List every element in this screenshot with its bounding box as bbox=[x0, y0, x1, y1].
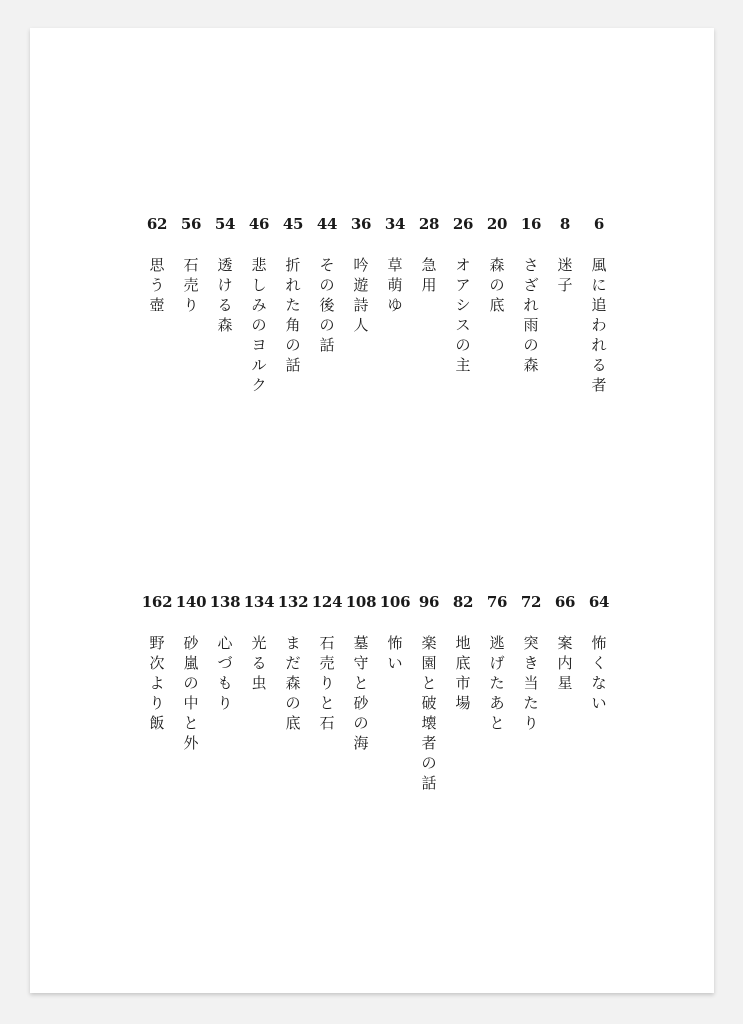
toc-title: 砂 嵐 の 中 と 外 bbox=[183, 634, 199, 752]
toc-title: 折 れ た 角 の 話 bbox=[285, 256, 301, 374]
toc-page-number: 72 bbox=[520, 593, 542, 611]
toc-title: 案 内 星 bbox=[557, 634, 573, 692]
toc-title: 迷 子 bbox=[557, 256, 573, 294]
toc-page-number: 124 bbox=[311, 593, 343, 611]
toc-page-number: 96 bbox=[418, 593, 440, 611]
toc-title: 吟 遊 詩 人 bbox=[353, 256, 369, 334]
toc-page-number: 46 bbox=[248, 215, 270, 233]
toc-top-block bbox=[30, 215, 714, 435]
toc-page-number: 28 bbox=[418, 215, 440, 233]
toc-page-number: 8 bbox=[559, 215, 571, 233]
toc-page-number: 26 bbox=[452, 215, 474, 233]
toc-page-number: 44 bbox=[316, 215, 338, 233]
toc-title: 逃 げ た あ と bbox=[489, 634, 505, 732]
toc-title: 石 売 り bbox=[183, 256, 199, 314]
toc-title: 急 用 bbox=[421, 256, 437, 294]
toc-title: オ ア シ ス の 主 bbox=[455, 256, 471, 374]
toc-page-number: 62 bbox=[146, 215, 168, 233]
toc-page-number: 140 bbox=[175, 593, 207, 611]
toc-page-number: 54 bbox=[214, 215, 236, 233]
toc-page-number: 16 bbox=[520, 215, 542, 233]
toc-page-number: 82 bbox=[452, 593, 474, 611]
toc-page-number: 132 bbox=[277, 593, 309, 611]
toc-page-number: 106 bbox=[379, 593, 411, 611]
toc-title: 怖 い bbox=[387, 634, 403, 672]
toc-title: 森 の 底 bbox=[489, 256, 505, 314]
toc-title: 墓 守 と 砂 の 海 bbox=[353, 634, 369, 752]
toc-page-number: 108 bbox=[345, 593, 377, 611]
toc-title: 透 け る 森 bbox=[217, 256, 233, 334]
toc-page-number: 162 bbox=[141, 593, 173, 611]
toc-page-number: 66 bbox=[554, 593, 576, 611]
toc-bottom-block bbox=[30, 593, 714, 823]
toc-page-number: 138 bbox=[209, 593, 241, 611]
toc-title: 地 底 市 場 bbox=[455, 634, 471, 712]
toc-title: 心 づ も り bbox=[217, 634, 233, 712]
toc-title: 野 次 よ り 飯 bbox=[149, 634, 165, 732]
toc-title: 怖 く な い bbox=[591, 634, 607, 712]
toc-title: 楽 園 と 破 壊 者 の 話 bbox=[421, 634, 437, 792]
document-page bbox=[30, 28, 714, 993]
toc-page-number: 36 bbox=[350, 215, 372, 233]
toc-page-number: 45 bbox=[282, 215, 304, 233]
toc-page-number: 34 bbox=[384, 215, 406, 233]
toc-page-number: 64 bbox=[588, 593, 610, 611]
toc-title: 風 に 追 わ れ る 者 bbox=[591, 256, 607, 394]
toc-title: 草 萌 ゆ bbox=[387, 256, 403, 314]
toc-title: 石 売 り と 石 bbox=[319, 634, 335, 732]
toc-title: 思 う 壺 bbox=[149, 256, 165, 314]
toc-page-number: 76 bbox=[486, 593, 508, 611]
toc-title: 悲 し み の ヨ ル ク bbox=[251, 256, 267, 394]
toc-page-number: 20 bbox=[486, 215, 508, 233]
toc-page-number: 6 bbox=[593, 215, 605, 233]
toc-page-number: 56 bbox=[180, 215, 202, 233]
toc-page-number: 134 bbox=[243, 593, 275, 611]
toc-title: そ の 後 の 話 bbox=[319, 256, 335, 354]
toc-title: ま だ 森 の 底 bbox=[285, 634, 301, 732]
toc-title: 光 る 虫 bbox=[251, 634, 267, 692]
toc-title: 突 き 当 た り bbox=[523, 634, 539, 732]
toc-title: さ ざ れ 雨 の 森 bbox=[523, 256, 539, 374]
